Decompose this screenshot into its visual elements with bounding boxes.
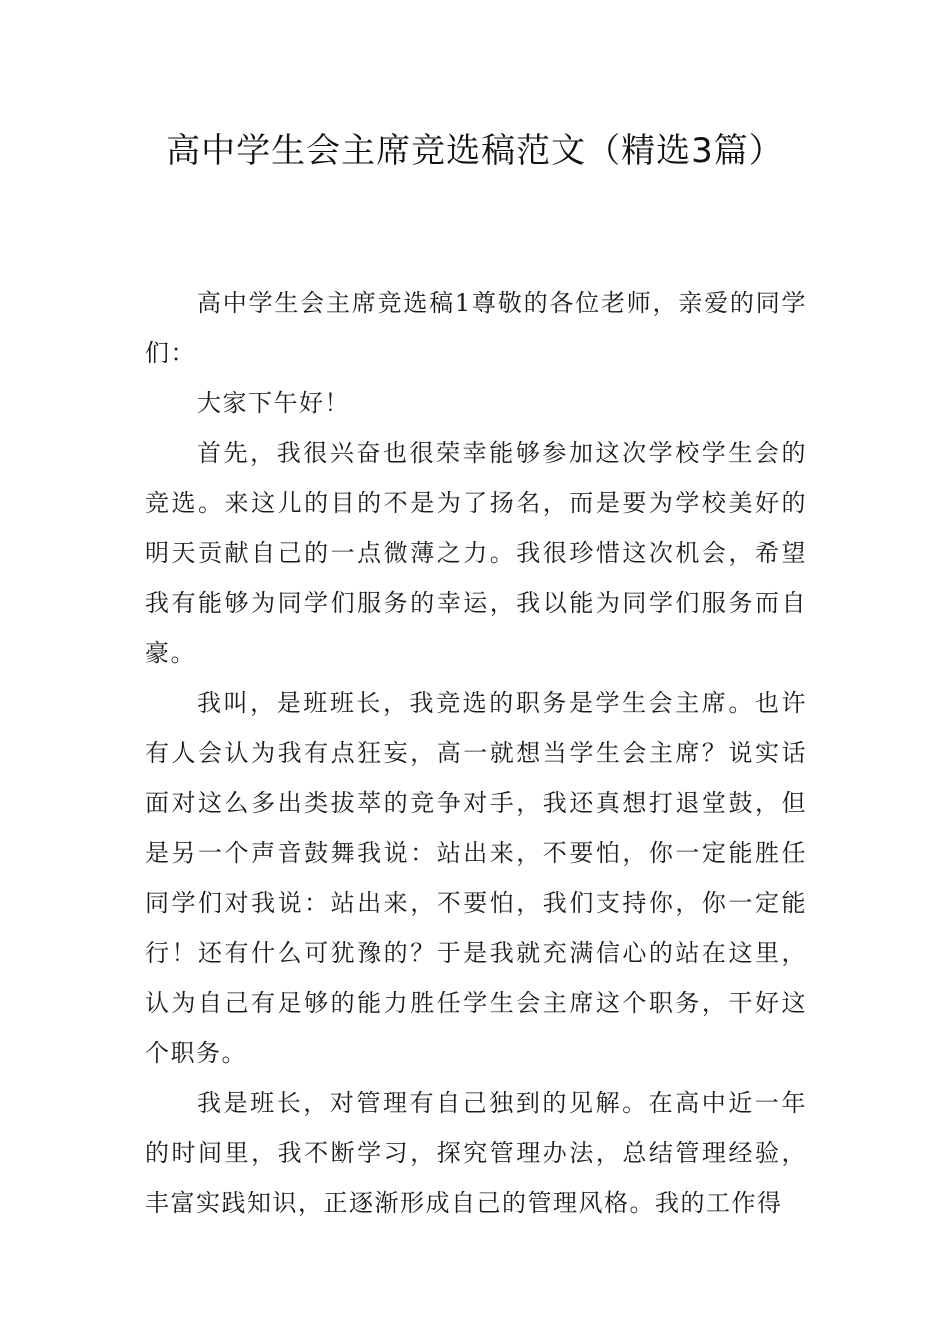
paragraph-experience: 我是班长，对管理有自己独到的见解。在高中近一年的时间里，我不断学习，探究管理办法，总结管理经验，丰富实践知识，正逐渐形成自己的管理风格。我的工作得 [145, 1089, 807, 1217]
paragraph-salutation: 大家下午好！ [197, 389, 350, 417]
document-body [145, 278, 807, 1228]
paragraph-introduction: 首先，我很兴奋也很荣幸能够参加这次学校学生会的竞选。来这儿的目的不是为了扬名，而是要为学校美好的明天贡献自己的一点微薄之力。我很珍惜这次机会，希望我有能够为同学们服务的幸运，我以能为同学们服务而自豪。 [145, 439, 807, 667]
paragraph-self-introduction: 我叫，是班班长，我竞选的职务是学生会主席。也许有人会认为我有点狂妄，高一就想当学生会主席？说实话面对这么多出类拔萃的竞争对手，我还真想打退堂鼓，但是另一个声音鼓舞我说：站出来，不要怕，你一定能胜任同学们对我说：站出来，不要怕，我们支持你，你一定能行！还有什么可犹豫的？于是我就充满信心的站在这里，认为自己有足够的能力胜任学生会主席这个职务，干好这个职务。 [145, 689, 807, 1067]
document-title: 高中学生会主席竞选稿范文（精选3篇） [166, 131, 784, 171]
paragraph-greeting: 高中学生会主席竞选稿1尊敬的各位老师，亲爱的同学们： [145, 289, 807, 367]
